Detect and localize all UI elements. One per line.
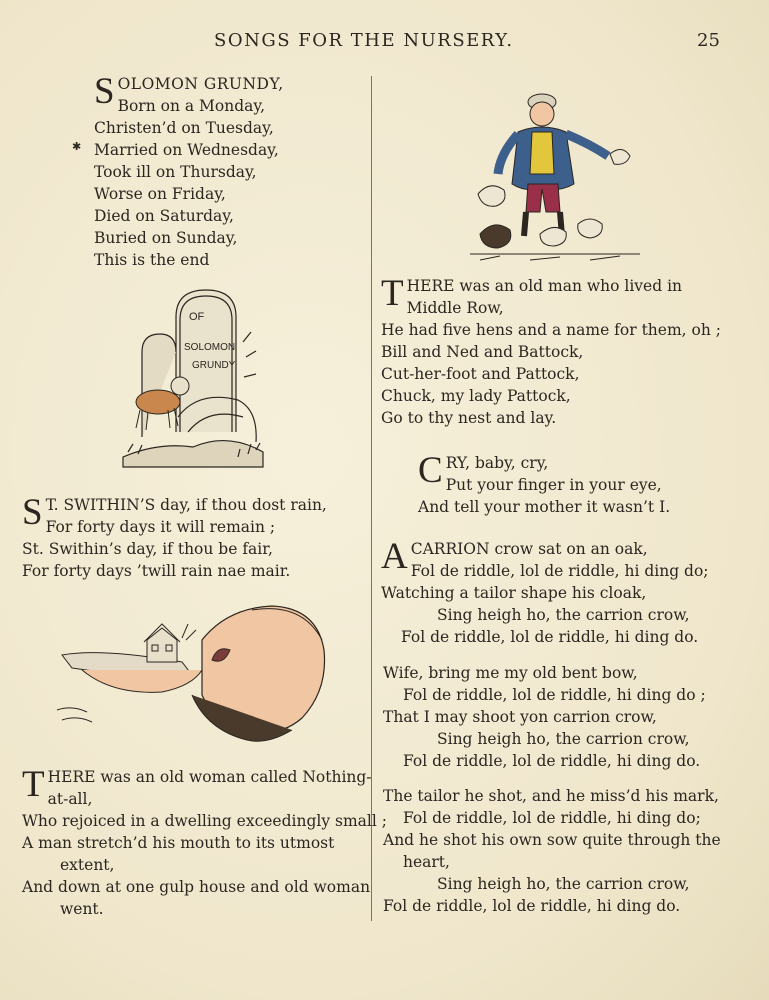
poem-line: And he shot his own sow quite through the <box>383 831 721 849</box>
poem-carrion-crow-stanza-3 <box>383 785 721 917</box>
poem-line: Wife, bring me my old bent bow, <box>383 664 638 682</box>
poem-line: T. SWITHIN’S day, if thou dost rain, <box>45 496 327 514</box>
poem-line: OLOMON GRUNDY, <box>117 75 284 93</box>
poem-line: Christen’d on Tuesday, <box>94 119 274 137</box>
poem-line: RY, baby, cry, <box>445 454 549 472</box>
poem-line: at-all, <box>47 790 93 808</box>
poem-old-man-middle-row <box>381 275 721 429</box>
drop-cap: C <box>418 450 443 491</box>
drop-cap: T <box>381 273 404 314</box>
drop-cap: S <box>22 492 43 533</box>
poem-carrion-crow-stanza-1 <box>381 536 709 648</box>
poem-line: Fol de riddle, lol de riddle, hi ding do; <box>403 809 701 827</box>
poem-line: Born on a Monday, <box>117 97 266 115</box>
tombstone-text: OF <box>189 311 205 323</box>
old-man-hens-illustration <box>470 74 640 264</box>
poem-line: Sing heigh ho, the carrion crow, <box>437 875 690 893</box>
poem-line: Fol de riddle, lol de riddle, hi ding do ; <box>403 686 706 704</box>
drop-cap: T <box>22 764 45 805</box>
poem-line: CARRION crow sat on an oak, <box>410 540 648 558</box>
poem-line: For forty days it will remain ; <box>45 518 276 536</box>
poem-line: Chuck, my lady Pattock, <box>381 387 571 405</box>
tombstone-text: SOLOMON <box>184 342 236 353</box>
poem-line: Married on Wednesday, <box>94 141 279 159</box>
poem-line: Middle Row, <box>406 299 504 317</box>
poem-line: HERE was an old man who lived in <box>406 277 683 295</box>
poem-line: heart, <box>403 853 450 871</box>
poem-line: Go to thy nest and lay. <box>381 409 557 427</box>
poem-line: Fol de riddle, lol de riddle, hi ding do; <box>410 562 709 580</box>
poem-line: Sing heigh ho, the carrion crow, <box>437 606 690 624</box>
running-title: SONGS FOR THE NURSERY. <box>214 30 514 51</box>
poem-line: Worse on Friday, <box>94 185 226 203</box>
poem-line: HERE was an old woman called Nothing- <box>47 768 372 786</box>
poem-cry-baby <box>418 452 670 518</box>
page-number: 25 <box>697 30 720 51</box>
poem-line: Sing heigh ho, the carrion crow, <box>437 730 690 748</box>
poem-line: Cut-her-foot and Pattock, <box>381 365 580 383</box>
poem-line: Fol de riddle, lol de riddle, hi ding do. <box>383 897 681 915</box>
poem-solomon-grundy <box>94 71 284 271</box>
poem-line: The tailor he shot, and he miss’d his mark, <box>383 787 719 805</box>
poem-line: He had five hens and a name for them, oh ; <box>381 321 721 339</box>
poem-line: extent, <box>60 856 115 874</box>
tombstone-illustration <box>118 282 268 472</box>
drop-cap: A <box>381 536 408 577</box>
poem-line: Buried on Sunday, <box>94 229 238 247</box>
poem-line: Put your finger in your eye, <box>445 476 662 494</box>
poem-line: went. <box>60 900 104 918</box>
poem-line: That I may shoot yon carrion crow, <box>383 708 657 726</box>
poem-line: For forty days ’twill rain nae mair. <box>22 562 291 580</box>
poem-st-swithin <box>22 492 327 582</box>
poem-line: Who rejoiced in a dwelling exceedingly small ; <box>22 812 387 830</box>
poem-line: And down at one gulp house and old woman <box>22 878 371 896</box>
running-head <box>0 30 769 54</box>
poem-line: Bill and Ned and Battock, <box>381 343 584 361</box>
poem-line: This is the end <box>94 251 210 269</box>
poem-line: Fol de riddle, lol de riddle, hi ding do. <box>401 628 699 646</box>
ink-mark: ✱ <box>72 140 82 153</box>
poem-line: Fol de riddle, lol de riddle, hi ding do. <box>403 752 701 770</box>
poem-line: A man stretch’d his mouth to its utmost <box>22 834 335 852</box>
drop-cap: S <box>94 71 115 112</box>
giant-swallowing-house-illustration <box>52 600 332 745</box>
poem-carrion-crow-stanza-2 <box>383 662 706 772</box>
poem-line: Died on Saturday, <box>94 207 234 225</box>
poem-line: And tell your mother it wasn’t I. <box>418 498 671 516</box>
tombstone-text: GRUNDY <box>192 360 236 371</box>
poem-line: Took ill on Thursday, <box>94 163 257 181</box>
poem-old-woman <box>22 766 387 920</box>
poem-line: St. Swithin’s day, if thou be fair, <box>22 540 273 558</box>
poem-line: Watching a tailor shape his cloak, <box>381 584 647 602</box>
